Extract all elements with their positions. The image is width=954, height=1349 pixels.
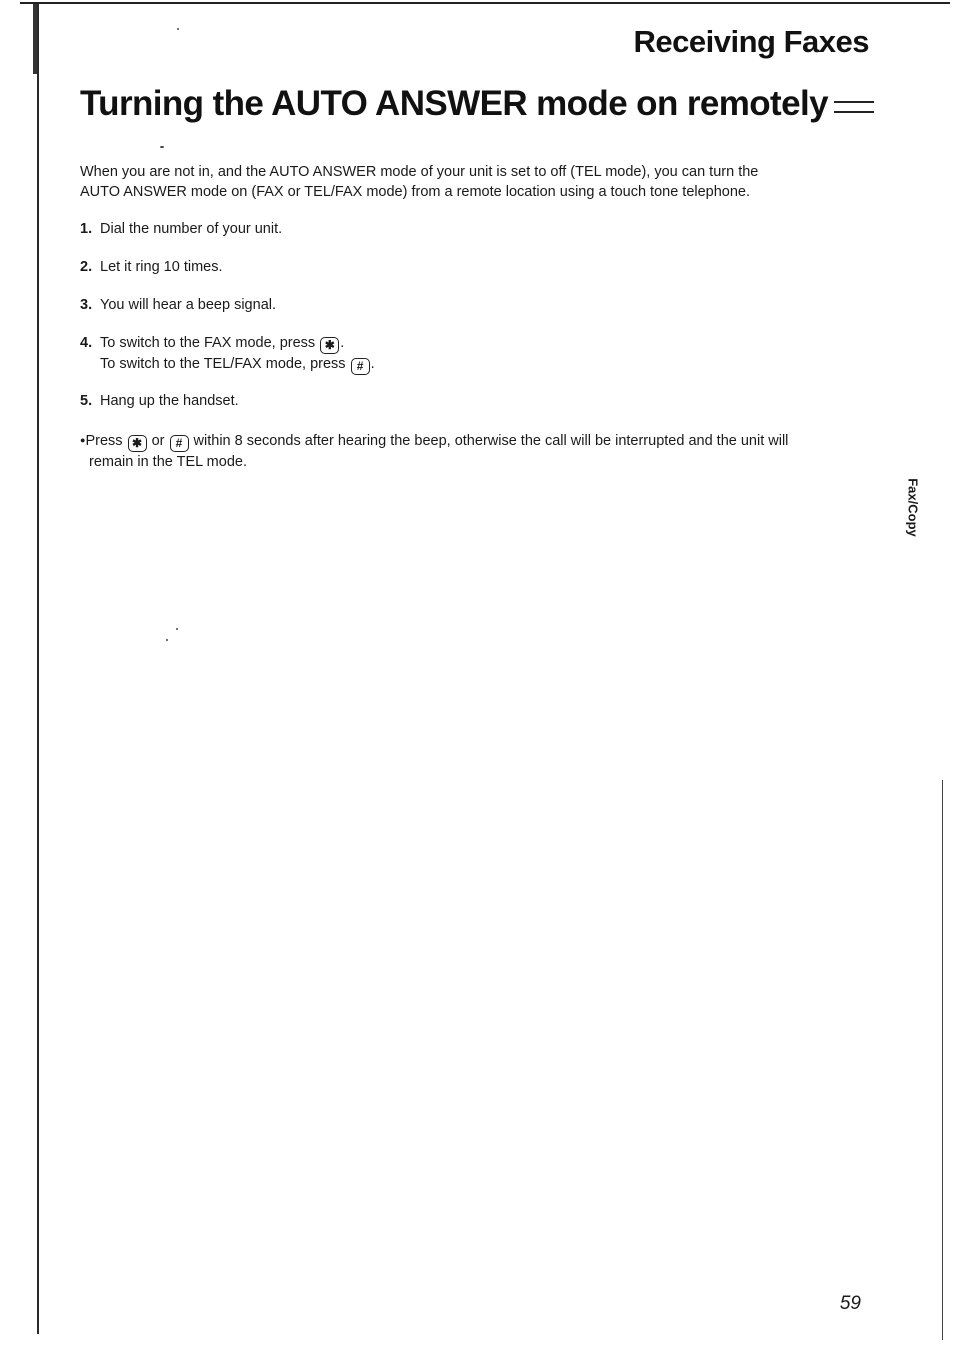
- page-heading: [80, 84, 874, 124]
- hash-key-icon: #: [351, 358, 370, 375]
- step-number: 1.: [80, 221, 93, 237]
- step-text: You will hear a beep signal.: [100, 297, 277, 313]
- step-line-2: [80, 354, 860, 375]
- step-item: [80, 333, 860, 375]
- step-suffix: .: [370, 356, 375, 372]
- note-line-2: remain in the TEL mode.: [89, 454, 247, 470]
- note-post: within 8 seconds after hearing the beep, otherwise the call will be interrupted and the unit will: [193, 433, 789, 449]
- scan-speck: [160, 146, 164, 148]
- note-pre: Press: [85, 433, 123, 449]
- star-key-icon: ✱: [320, 337, 339, 354]
- top-border-line: [20, 2, 950, 4]
- step-text: To switch to the TEL/FAX mode, press: [100, 356, 346, 372]
- heading-underline-icon: [834, 101, 874, 113]
- step-text: Hang up the handset.: [100, 393, 239, 409]
- step-item: [80, 391, 860, 411]
- section-title: Receiving Faxes: [633, 24, 869, 59]
- bullet-icon: ●: [80, 435, 86, 445]
- page-heading-text: Turning the AUTO ANSWER mode on remotely: [80, 84, 828, 123]
- scan-speck: [177, 28, 179, 30]
- step-item: [80, 219, 860, 239]
- star-key-icon: ✱: [128, 435, 147, 452]
- step-number: 2.: [80, 259, 93, 275]
- page-number: 59: [839, 1293, 861, 1314]
- note-mid: or: [151, 433, 165, 449]
- left-border-line: [37, 4, 39, 1334]
- step-item: [80, 257, 860, 277]
- step-number: 4.: [80, 335, 93, 351]
- step-text: Dial the number of your unit.: [100, 221, 283, 237]
- step-item: [80, 295, 860, 315]
- step-number: 5.: [80, 393, 93, 409]
- step-suffix: .: [340, 335, 345, 351]
- step-number: 3.: [80, 297, 93, 313]
- scan-speck: [176, 628, 178, 630]
- right-border-line: [942, 780, 943, 1340]
- note-paragraph: [80, 430, 870, 472]
- scan-speck: [166, 639, 168, 641]
- binding-edge-mark: [33, 4, 37, 74]
- step-text: Let it ring 10 times.: [100, 259, 223, 275]
- hash-key-icon: #: [170, 435, 189, 452]
- step-text: To switch to the FAX mode, press: [100, 335, 316, 351]
- intro-line-2: AUTO ANSWER mode on (FAX or TEL/FAX mode) from a remote location using a touch tone telephone.: [80, 184, 751, 200]
- intro-line-1: When you are not in, and the AUTO ANSWER mode of your unit is set to off (TEL mode), you can turn the: [80, 164, 759, 180]
- intro-paragraph: [80, 162, 850, 202]
- side-tab-label: Fax/Copy: [905, 478, 921, 537]
